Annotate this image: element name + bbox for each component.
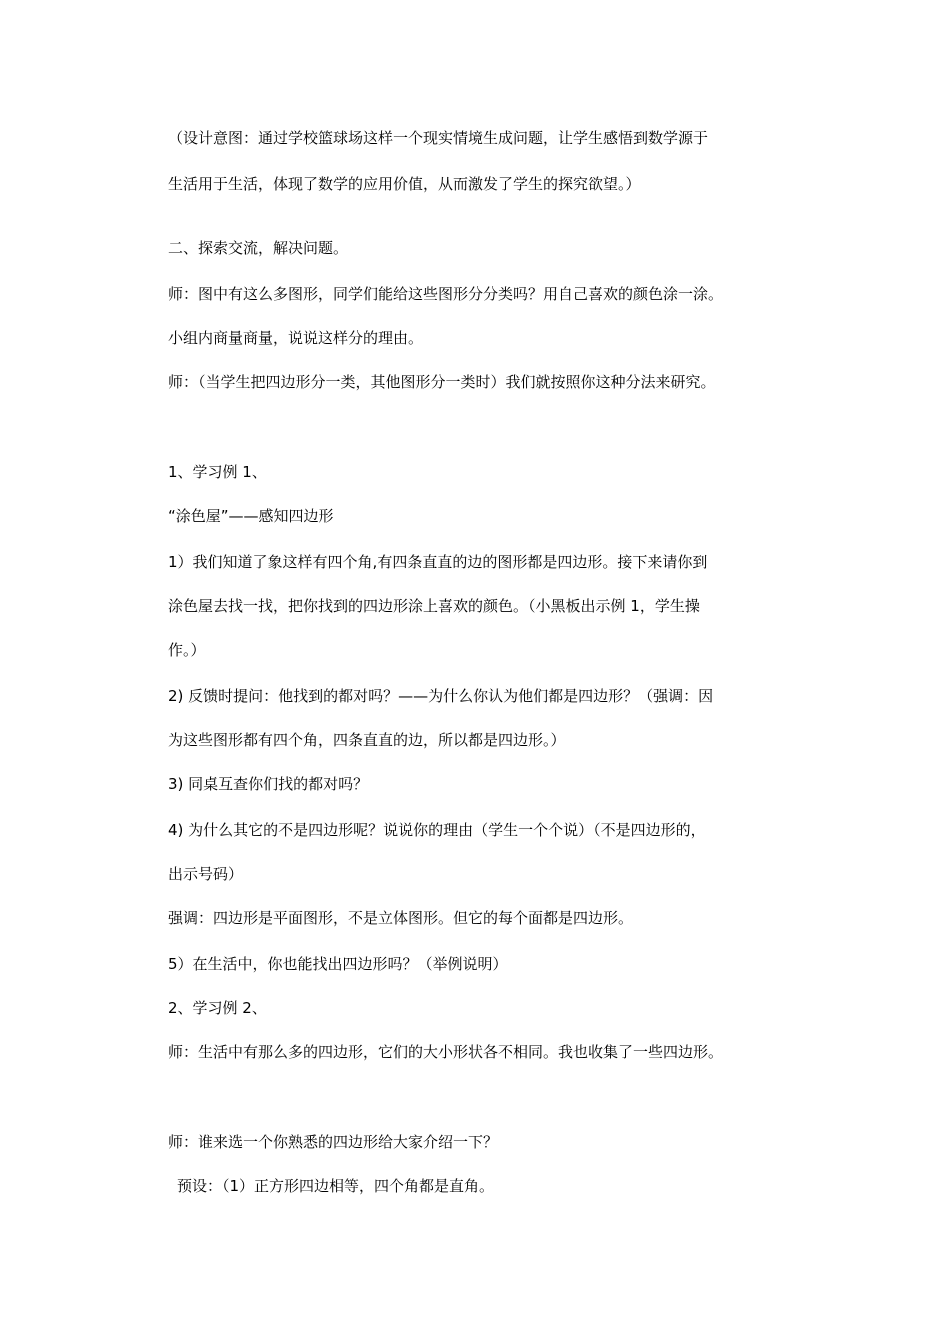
- paragraph-step-1: 1）我们知道了象这样有四个角,有四条直直的边的图形都是四边形。接下来请你到: [168, 553, 708, 571]
- paragraph-teacher-1-cont: 小组内商量商量，说说这样分的理由。: [168, 329, 424, 347]
- subheading-example-2: 2、学习例 2、: [168, 999, 267, 1017]
- paragraph-emphasis: 强调：四边形是平面图形，不是立体图形。但它的每个面都是四边形。: [168, 909, 634, 927]
- paragraph-step-5: 5）在生活中，你也能找出四边形吗？（举例说明）: [168, 955, 508, 973]
- paragraph-teacher-4: 师：谁来选一个你熟悉的四边形给大家介绍一下？: [168, 1133, 499, 1151]
- paragraph-step-4: 4) 为什么其它的不是四边形呢？说说你的理由（学生一个个说）（不是四边形的，: [168, 821, 706, 839]
- paragraph-teacher-2: 师：（当学生把四边形分一类，其他图形分一类时）我们就按照你这种分法来研究。: [168, 373, 716, 391]
- paragraph-step-3: 3) 同桌互查你们找的都对吗？: [168, 775, 369, 793]
- subheading-example-1: 1、学习例 1、: [168, 463, 267, 481]
- paragraph-design-intent-1: （设计意图：通过学校篮球场这样一个现实情境生成问题，让学生感悟到数学源于: [168, 129, 709, 147]
- paragraph-step-1-cont: 涂色屋去找一找，把你找到的四边形涂上喜欢的颜色。（小黑板出示例 1，学生操: [168, 597, 700, 615]
- paragraph-step-2-cont: 为这些图形都有四个角，四条直直的边，所以都是四边形。）: [168, 731, 566, 749]
- paragraph-teacher-3: 师：生活中有那么多的四边形，它们的大小形状各不相同。我也收集了一些四边形。: [168, 1043, 724, 1061]
- paragraph-step-1-end: 作。）: [168, 641, 206, 659]
- paragraph-teacher-1: 师：图中有这么多图形，同学们能给这些图形分分类吗？用自己喜欢的颜色涂一涂。: [168, 285, 724, 303]
- paragraph-preset-1: 预设：（1）正方形四边相等，四个角都是直角。: [177, 1177, 495, 1195]
- paragraph-design-intent-2: 生活用于生活，体现了数学的应用价值，从而激发了学生的探究欲望。）: [168, 175, 641, 193]
- section-heading-explore: 二、探索交流，解决问题。: [168, 239, 349, 257]
- paragraph-step-2: 2) 反馈时提问：他找到的都对吗？——为什么你认为他们都是四边形？（强调：因: [168, 687, 714, 705]
- subheading-coloring-house: “涂色屋”——感知四边形: [168, 507, 334, 525]
- paragraph-step-4-cont: 出示号码）: [168, 865, 244, 883]
